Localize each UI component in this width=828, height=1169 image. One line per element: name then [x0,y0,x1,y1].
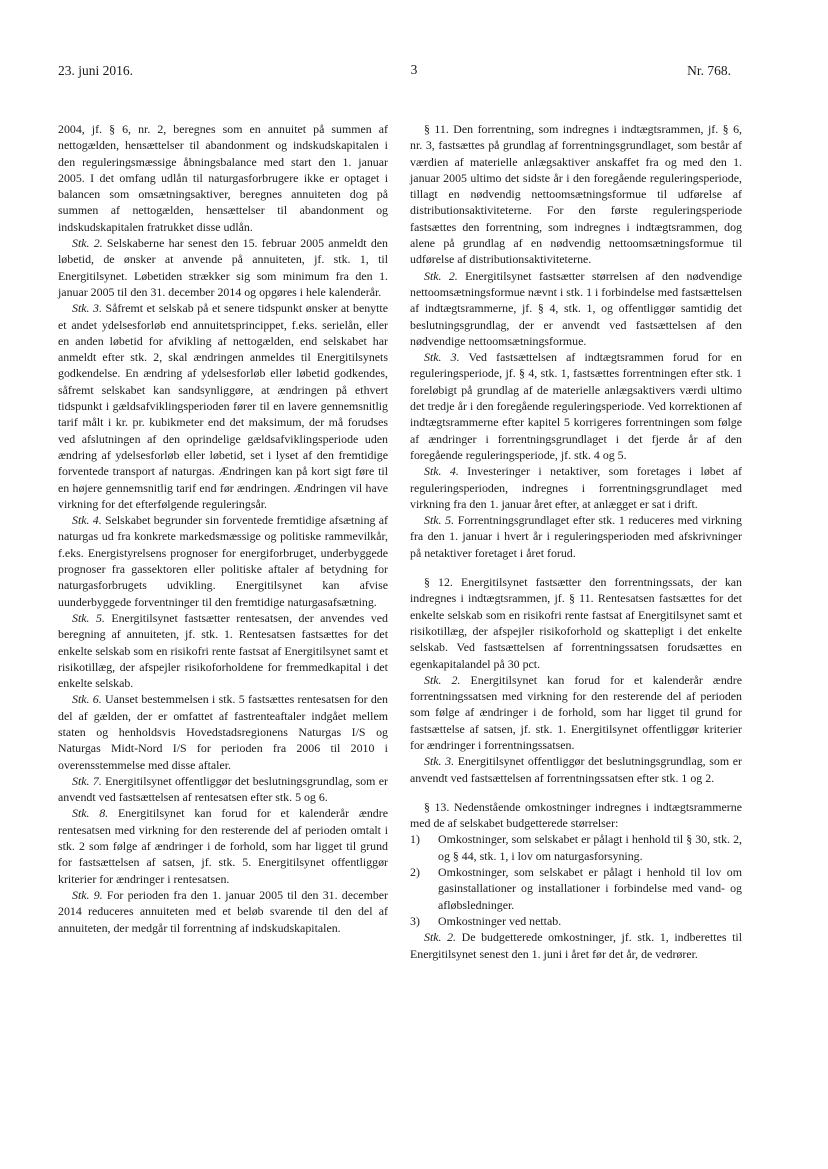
section-11-stk4 [410,463,742,512]
stk-text: Selskaberne har senest den 15. februar 2005 anmeldt den løbetid, de ønsker at anvende på annuiteten, jf. stk. 1, til Energitilsynet. Løbetiden strækker sig som minimum fra den 1. januar 2005 til den 31. december 2014 og opgøres i hele kalenderår. [58,236,388,299]
header-date: 23. juni 2016. [58,63,134,78]
stk-text: Energitilsynet fastsætter størrelsen af den nødvendige nettoomsætningsformue nævnt i stk. 1 i forbindelse med fastsættelsen af indtægtsrammerne, jf. § 4, stk. 1, og offentliggør samtidig det beslutningsgrundlag, der er anvendt ved fastsættelsen af den nødvendige nettoomsætningsformue. [410,268,742,348]
stk-text: Investeringer i netaktiver, som foretages i løbet af reguleringsperioden, indregnes i forrentningsgrundlaget med virkning fra den 1. januar året efter, at anlægget er sat i drift. [410,464,742,511]
stk-label: Stk. 5. [424,513,455,528]
list-item [410,864,742,913]
section-13: § 13. Nedenstående omkostninger indregnes i indtægtsrammerne med de af selskabet budgetterede størrelser: [410,799,742,831]
stk-label: Stk. 8. [72,806,109,821]
section-11-stk3 [410,349,742,463]
paragraph-stk7 [58,773,388,806]
list-text: Omkostninger ved nettab. [438,913,562,928]
section-12-stk3 [410,753,742,786]
stk-label: Stk. 2. [72,236,103,251]
section-13-list [410,831,742,929]
paragraph-stk4 [58,512,388,610]
stk-text: Selskabet begrunder sin forventede fremtidige afsætning af naturgas ud fra konkrete markedsmæssige og politiske rammevilkår, f.eks. Energistyrelsens prognoser for energiforbruget, underbyggede prognoser fra gassektoren eller politiske aftaler af betydning for naturgasforbrugets udvikling. Energitilsynet kan afvise uunderbyggede forventninger til den fremtidige naturgasafsætning. [58,513,388,609]
section-11-stk2 [410,268,742,349]
stk-label: Stk. 7. [72,773,102,788]
section-12: § 12. Energitilsynet fastsætter den forrentningssats, der kan indregnes i indtægtsrammen, jf. § 11. Rentesatsen fastsættes for det enkelte selskab som en risikofri rente fastsat af Energitilsynet samt et risikotillæg, der afspejler risikoforhold og skattepligt i det enkelte selskab. Ved fastsættelsen af forrentningssatsen forudsættes en egenkapitalandel på 30 pct. [410,575,742,671]
stk-text: Energitilsynet fastsætter rentesatsen, der anvendes ved beregning af annuiteten, jf. stk. 1. Rentesatsen fastsættes for det enkelte selskab som en risikofri rente fastsat af Energitilsynet samt et risikotillæg, der afspejler risikoforholdene for fremmedkapital i det enkelte selskab. [58,610,389,691]
section-13-stk2 [410,929,742,962]
list-number: 3) [410,913,420,928]
list-number: 1) [410,832,420,847]
section-12-stk2 [410,672,742,753]
stk-label: Stk. 4. [72,513,102,528]
stk-label: Stk. 4. [424,464,459,479]
stk-label: Stk. 2. [424,930,457,945]
list-item [410,831,742,864]
issue-number: Nr. 768. [687,63,731,78]
section-11: § 11. Den forrentning, som indregnes i indtægtsrammen, jf. § 6, nr. 3, fastsættes på grundlag af forrentningsgrundlaget, som består af værdien af materielle anlægsaktiver anskaffet fra og med den 1. januar 2005 ultimo det sidste år i den foregående reguleringsperiode, tillagt en nødvendig nettoomsætningsformue til udførelse af distributionsaktiviteterne. For den første reguleringsperiode fastsættes den forrentning, som indregnes i indtægtsrammen, dog alene på grundlag af en nødvendig nettoomsætningsformue til udførelse af distributionsaktiviteterne. [410,122,742,267]
paragraph-stk5 [58,610,388,691]
paragraph-stk8 [58,805,388,886]
stk-text: Ved fastsættelsen af indtægtsrammen forud for en reguleringsperiode, jf. § 4, stk. 1, fastsættes forrentningen efter stk. 1 foreløbigt på grundlag af de materielle anlægsaktivers værdi ultimo det tredje år i den foregående reguleringsperiode. Ved korrektionen af indtægtsrammerne efter kapitel 5 korrigeres forrentningen som følge af ændringer i forrentningsgrundlaget i det fjerde år af den foregående reguleringsperiode, jf. stk. 4 og 5. [410,350,743,462]
stk-label: Stk. 2. [424,672,461,687]
paragraph-continuation: 2004, jf. § 6, nr. 2, beregnes som en annuitet på summen af nettogælden, hensættelser til abandonment og indskudskapitalen i den reguleringsmæssige åbningsbalance med start den 1. januar 2005. I det omfang udlån til naturgasforbrugere ikke er optaget i balancen som omsætningsaktiver, beregnes annuiteten dog på summen af nettogælden, hensættelser til abandonment og indskudskapitalen fratrukket disse udlån. [58,122,388,234]
section-11-stk5 [410,512,742,561]
paragraph-stk9 [58,887,388,936]
stk-text: Uanset bestemmelsen i stk. 5 fastsættes rentesatsen for den del af gælden, der er omfattet af fastrenteaftaler indgået mellem staten og henholdsvis Hovedstadsregionens Naturgas I/S og Naturgas Midt-Nord I/S for perioden fra 2006 til 2010 i overensstemmelse med disse aftaler. [58,692,388,772]
right-column [410,121,742,962]
stk-text: For perioden fra den 1. januar 2005 til den 31. december 2014 reduceres annuiteten med et beløb svarende til den del af annuiteten, der medgår til forrentning af indskudskapitalen. [58,887,388,935]
left-column [58,121,388,936]
stk-label: Stk. 3. [424,350,460,365]
stk-label: Stk. 3. [72,301,102,316]
list-text: Omkostninger, som selskabet er pålagt i henhold til § 30, stk. 2, og § 44, stk. 1, i lov om naturgasforsyning. [438,832,742,863]
stk-text: Energitilsynet kan forud for et kalenderår ændre forrentningssatsen med virkning for den resterende del af perioden som følge af ændringer i de forhold, som har ligget til grund for fastsættelse af satsen, jf. stk. 1. Energitilsynet offentliggør kriterier for ændringer i forrentningssatsen. [410,672,742,752]
stk-text: Forrentningsgrundlaget efter stk. 1 reduceres med virkning fra den 1. januar i hvert år i reguleringsperioden med afskrivninger på netaktiver foretaget i året forud. [410,513,743,560]
list-number: 2) [410,865,420,880]
paragraph-stk2 [58,235,388,300]
stk-text: Såfremt et selskab på et senere tidspunkt ønsker at benytte et andet ydelsesforløb end annuitetsprincippet, f.eks. serielån, eller en anden løbetid for afvikling af nettogælden, end selskabet har anmeldt efter stk. 2, skal ændringen anmeldes til Energitilsynets godkendelse. En ændring af ydelsesforløb eller løbetid godkendes, såfremt selskabet kan sandsynliggøre, at ændringen på ethvert tidspunkt i gældsafviklingsperioden fører til en lavere gennemsnitlig tarif målt i kr. pr. kubikmeter end det maksimum, der må forudses ved afslutningen af den oprindelige gældsafviklingsperiode uden ændring af ydelsesforløb eller løbetid, set i lyset af den fremtidige forventede transport af naturgas. Ændringen kan på kort sigt føre til en højere gennemsnitlig tarif end før ændringen. Ændringen vil have virkning for det efterfølgende reguleringsår. [58,301,388,511]
paragraph-stk6 [58,691,388,772]
stk-text: De budgetterede omkostninger, jf. stk. 1, indberettes til Energitilsynet senest den 1. juni i året før det år, de vedrører. [410,930,742,961]
stk-text: Energitilsynet kan forud for et kalenderår ændre rentesatsen med virkning for den resterende del af perioden omtalt i stk. 2 som følge af ændringer i de forhold, som har ligget til grund for fastsættelsen af satsen, jf. stk. 5. Energitilsynet offentliggør kriterier for ændringer i rentesatsen. [58,806,388,886]
stk-label: Stk. 2. [424,268,458,283]
page-number: 3 [410,62,418,77]
paragraph-stk3 [58,300,388,512]
stk-text: Energitilsynet offentliggør det beslutningsgrundlag, som er anvendt ved fastsættelsen af rentesatsen efter stk. 5 og 6. [58,773,388,805]
stk-text: Energitilsynet offentliggør det beslutningsgrundlag, som er anvendt ved fastsættelsen af forrentningssatsen efter stk. 1 og 2. [410,754,742,785]
list-text: Omkostninger, som selskabet er pålagt i henhold til lov om gasinstallationer og installationer i forbindelse med vand- og afløbsledninger. [438,865,742,912]
stk-label: Stk. 9. [72,887,103,902]
list-item [410,913,742,929]
stk-label: Stk. 5. [72,610,105,625]
stk-label: Stk. 3. [424,754,455,769]
stk-label: Stk. 6. [72,692,102,707]
